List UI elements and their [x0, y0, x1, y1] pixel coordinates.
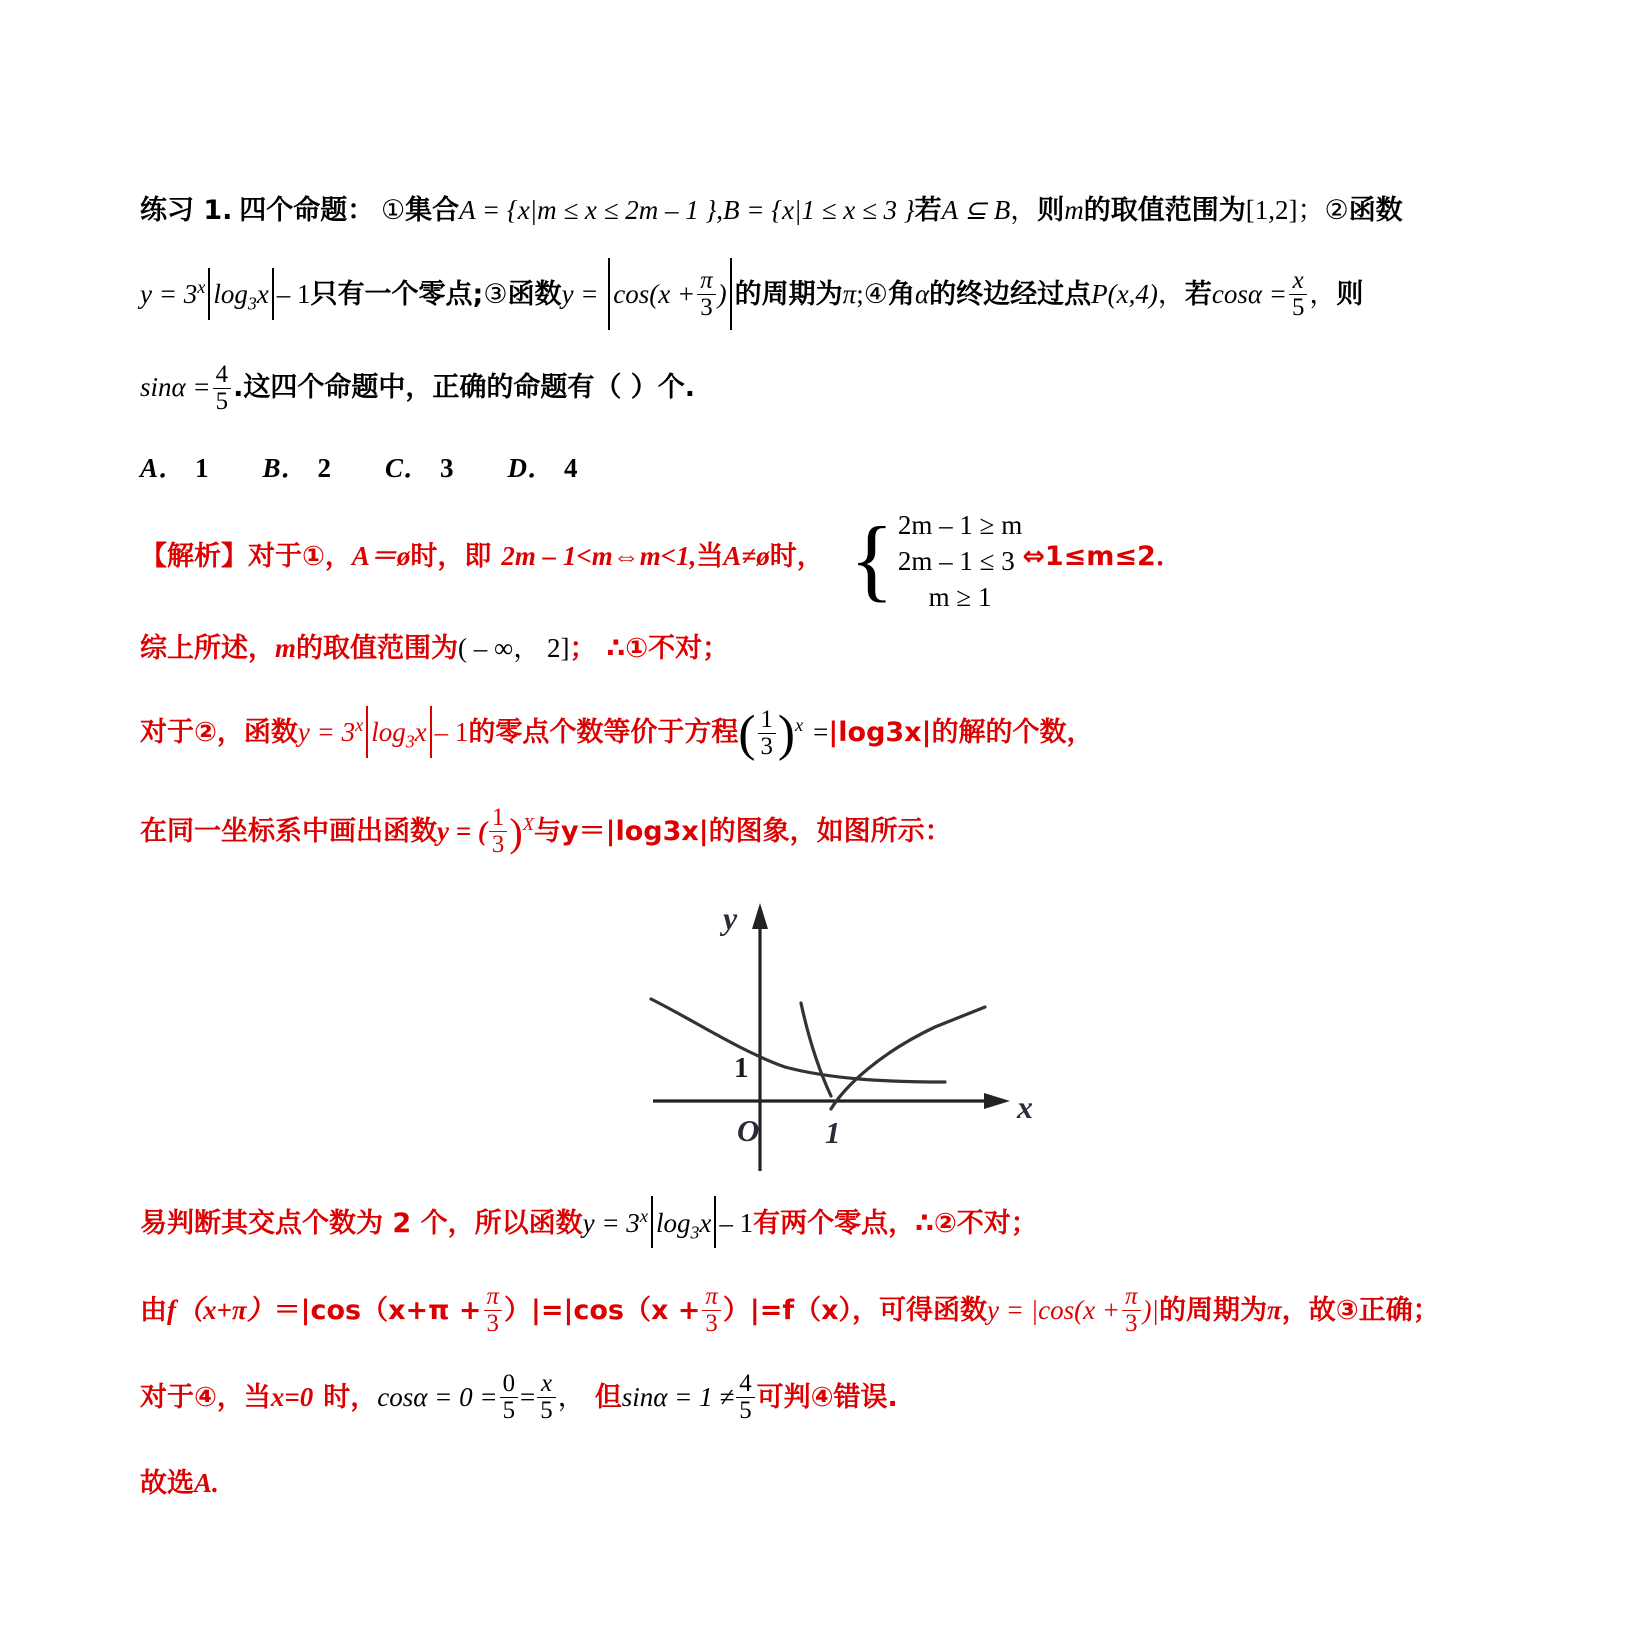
sol3-func-y: y = 3 — [297, 717, 356, 748]
sol5-conclusion: ∴②不对； — [915, 1207, 1038, 1239]
comma-5: ， — [1309, 279, 1337, 310]
problem-stem-intro: 四个命题： — [239, 195, 375, 226]
left-brace: { — [849, 508, 894, 611]
sol1-result: ⇔1≤m≤2． — [1022, 541, 1183, 573]
one-numerator-2: 1 — [491, 804, 505, 831]
sol1-inequality: 2m – 1<m⇔m<1, — [501, 541, 697, 572]
proposition-4-marker: ④ — [863, 279, 888, 310]
x-over-5-fraction-2 — [537, 1371, 555, 1424]
pi-numerator-2: π — [486, 1283, 499, 1311]
solution-line-2 — [140, 613, 1460, 684]
pi-over-3-fraction-1 — [697, 268, 715, 321]
option-d-letter: D． — [507, 453, 555, 484]
func2-y: y = 3 — [140, 279, 198, 309]
one-third-fraction-2 — [489, 805, 507, 858]
three-denominator-6: 3 — [1122, 1310, 1140, 1337]
solution-line-4 — [140, 783, 1460, 875]
sol2-conclusion: ∴①不对； — [606, 633, 730, 665]
sol6-y-expr: y = |cos(x + — [987, 1294, 1121, 1325]
period-text-3: 的周期为 — [734, 279, 843, 310]
comma-1: ， — [1010, 195, 1038, 226]
func3-y: y = — [561, 279, 606, 309]
sol6-mid-2: ）|=f（x） — [722, 1294, 853, 1326]
problem-label: 练习 1. — [140, 195, 233, 226]
x-over-5-fraction — [1289, 268, 1307, 321]
sol5-log-base: 3 — [690, 1221, 700, 1242]
exponential-decay-curve — [651, 999, 945, 1082]
four-over-5-fraction-2 — [736, 1371, 754, 1424]
pi-over-3-fraction-3 — [702, 1284, 720, 1337]
sol3-mid: 的零点个数等价于方程 — [468, 717, 739, 749]
sol3-tail: 的解的个数， — [931, 717, 1094, 749]
then-word-4: 则 — [1336, 279, 1364, 310]
proposition-4-lead: 角 — [887, 279, 915, 310]
five-denominator-3: 5 — [500, 1397, 518, 1424]
set-separator-comma: , — [716, 195, 724, 225]
sol3-exponent: x — [355, 715, 364, 736]
sol3-log: log — [371, 717, 406, 748]
sol2-range-text: 的取值范围为 — [296, 633, 459, 665]
sol6-lead: 由 — [140, 1294, 167, 1326]
point-p: P(x,4) — [1091, 279, 1158, 309]
a-equals-empty: A＝ø — [351, 541, 411, 572]
sol6-conclusion: ，故③正确； — [1281, 1294, 1440, 1326]
semicolon-1: ； — [1297, 195, 1325, 226]
sol5-log-arg: x — [699, 1207, 712, 1238]
zero-over-5-fraction — [500, 1371, 518, 1424]
abs-bar-right-2 — [730, 258, 732, 330]
sol2-range-value: ( – ∞， 2] — [458, 633, 570, 664]
subset-if: 若 — [914, 195, 942, 226]
options-row — [140, 431, 1460, 505]
set-a-definition: A = {x|m ≤ x ≤ 2m – 1 } — [459, 195, 717, 225]
final-answer-lead: 故选 — [140, 1467, 194, 1499]
five-denominator-1: 5 — [1289, 294, 1307, 321]
sol7-lead: 对于④，当 — [140, 1381, 271, 1413]
abs-bar-left-2 — [608, 258, 610, 330]
final-answer-value: A. — [194, 1467, 219, 1498]
sol3-log-arg: x — [414, 717, 427, 748]
solution-header: 【解析】 — [140, 541, 248, 573]
pi-numerator-1: π — [700, 267, 713, 295]
func2-log: log — [213, 279, 248, 309]
sol5-minus-one: – 1 — [719, 1207, 754, 1238]
sol6-f-expr: f（x+π） — [167, 1294, 274, 1325]
sol2-lead: 综上所述， — [140, 633, 275, 665]
solution-line-7 — [140, 1354, 1460, 1441]
var-m-1: m — [1064, 195, 1084, 225]
option-b[interactable] — [263, 431, 332, 505]
range-value-1: [1,2] — [1245, 195, 1298, 225]
option-d-value: 4 — [564, 453, 578, 484]
abs-bar-right-1 — [272, 268, 274, 320]
pi-over-3-fraction-2 — [484, 1284, 502, 1337]
one-third-exponent-2: X — [522, 813, 535, 834]
one-third-fraction-1 — [758, 707, 776, 760]
close-paren-frac-1: ) — [777, 705, 796, 763]
proposition-2-tail: 只有一个零点; — [310, 279, 484, 310]
sol3-log-base: 3 — [405, 731, 415, 752]
sol2-semicolon: ； — [569, 633, 597, 665]
three-denominator-5: 3 — [702, 1310, 720, 1337]
sol4-and: 与 — [534, 815, 562, 847]
solution-line-6 — [140, 1267, 1460, 1354]
a-not-empty: A≠ø — [723, 541, 770, 572]
x-axis-arrowhead — [984, 1093, 1010, 1109]
sol1-when-2: 时， — [769, 541, 824, 573]
sol3-lead: 对于②，函数 — [140, 717, 298, 749]
sol5-mid: 有两个零点， — [753, 1207, 916, 1239]
sol6-mid-1: ）|=|cos（x + — [503, 1294, 701, 1326]
proposition-2-lead: 函数 — [1348, 195, 1403, 226]
subset-relation: A ⊆ B — [941, 195, 1011, 225]
document-content — [140, 175, 1460, 1526]
option-d[interactable] — [508, 431, 578, 505]
problem-stem-line-3 — [140, 344, 1460, 431]
sol4-y2: y＝|log3x| — [561, 815, 709, 847]
sol1-dang: 当 — [696, 541, 724, 573]
func2-log-base: 3 — [247, 293, 257, 314]
if-word-4: 若 — [1184, 279, 1212, 310]
solution-line-5 — [140, 1181, 1460, 1267]
option-a-letter: A． — [140, 453, 186, 484]
sol4-y-eq: y = ( — [437, 815, 487, 846]
sol4-lead: 在同一坐标系中画出函数 — [140, 815, 437, 847]
sol3-rhs-log: |log3x| — [828, 717, 932, 749]
pi-over-3-fraction-4 — [1122, 1284, 1140, 1337]
system-row-2: 2m – 1 ≤ 3 — [897, 546, 1015, 577]
sol6-eq1: ＝|cos（x+π + — [273, 1294, 482, 1326]
abs-bar-right-3 — [430, 706, 432, 758]
proposition-3-marker: ③ — [483, 279, 508, 310]
func3-cos: cos(x + — [613, 279, 696, 309]
sol7-sin-expr: sinα = 1 ≠ — [621, 1381, 735, 1412]
log-abs-left-branch — [801, 1003, 831, 1096]
option-a[interactable] — [140, 431, 209, 505]
solution-line-8 — [140, 1441, 1460, 1526]
sol5-exponent: x — [639, 1205, 648, 1226]
y-one-label: 1 — [734, 1051, 749, 1084]
four-numerator-1: 4 — [215, 360, 229, 388]
proposition-1-lead: 集合 — [405, 195, 460, 226]
abs-bar-left-1 — [208, 268, 210, 320]
x-numerator: x — [1292, 267, 1304, 295]
sol7-conclusion: 可判④错误. — [756, 1381, 898, 1413]
problem-stem-line-2 — [140, 246, 1460, 344]
zero-numerator: 0 — [502, 1370, 516, 1398]
range-text-1: 的取值范围为 — [1083, 195, 1246, 226]
one-third-exponent-1: x — [795, 715, 804, 736]
func2-minus-one: – 1 — [276, 279, 311, 309]
x-numerator-2: x — [540, 1370, 552, 1398]
abs-bar-left-4 — [651, 1196, 653, 1248]
five-denominator-4: 5 — [537, 1397, 555, 1424]
graph-figure — [140, 881, 1460, 1181]
y-axis-arrowhead — [752, 903, 768, 929]
comma-4: ， — [1157, 279, 1185, 310]
angle-alpha: α — [914, 279, 930, 309]
x-one-label: 1 — [825, 1114, 841, 1150]
inequality-system — [850, 507, 1023, 615]
sol7-cos-expr: cosα = 0 = — [377, 1381, 498, 1412]
sol3-equals: = — [813, 717, 829, 748]
y-axis-label: y — [723, 899, 738, 936]
question-tail: 这四个命题中，正确的命题有（ ）个. — [243, 372, 695, 404]
cos-alpha-eq: cosα = — [1211, 279, 1287, 309]
sol3-minus-one: – 1 — [434, 717, 469, 748]
terminal-side-text: 的终边经过点 — [929, 279, 1092, 310]
solution-line-1 — [140, 505, 1460, 613]
semicolon-3: ; — [856, 279, 864, 309]
option-c[interactable] — [385, 431, 454, 505]
sol7-when: 时， — [323, 1381, 378, 1413]
option-b-value: 2 — [317, 453, 332, 484]
func3-close-paren: ) — [717, 279, 727, 309]
log-abs-right-branch — [831, 1007, 985, 1109]
abs-bar-right-4 — [714, 1196, 716, 1248]
five-denominator-5: 5 — [736, 1397, 754, 1424]
pi-numerator-3: π — [705, 1283, 718, 1311]
func2-log-arg: x — [256, 279, 269, 309]
x-axis-label: x — [1017, 1088, 1033, 1125]
sol4-tail: 的图象，如图所示： — [708, 815, 952, 847]
sol5-log: log — [655, 1207, 691, 1238]
set-b-definition: B = {x|1 ≤ x ≤ 3 } — [723, 195, 915, 225]
sol6-period-text: 的周期为 — [1158, 1294, 1267, 1326]
proposition-3-lead: 函数 — [507, 279, 562, 310]
five-denominator-2: 5 — [213, 388, 231, 415]
sol6-y-close: )| — [1142, 1294, 1159, 1325]
three-denominator-1: 3 — [697, 294, 715, 321]
solution-line-3 — [140, 684, 1460, 782]
proposition-2-marker: ② — [1324, 195, 1349, 226]
sin-alpha-eq: sinα = — [140, 372, 211, 403]
sol2-m: m — [275, 633, 297, 664]
proposition-1-marker: ① — [380, 195, 406, 226]
then-word: 则 — [1037, 195, 1065, 226]
option-a-value: 1 — [195, 453, 209, 484]
system-rows — [898, 507, 1022, 615]
system-row-1: 2m – 1 ≥ m — [897, 510, 1023, 541]
abs-bar-left-3 — [366, 706, 368, 758]
period-value-pi: π — [842, 279, 857, 309]
three-denominator-3: 3 — [489, 831, 507, 858]
sol1-then: 即 — [464, 541, 492, 573]
option-b-letter: B． — [262, 453, 308, 484]
option-c-letter: C． — [385, 453, 431, 484]
sol1-lead: 对于①， — [248, 541, 352, 573]
three-denominator-2: 3 — [758, 733, 776, 760]
sol7-comma: ， — [557, 1381, 585, 1413]
sol7-equals: = — [520, 1381, 536, 1412]
sol1-when-1: 时， — [410, 541, 465, 573]
one-numerator-1: 1 — [760, 705, 773, 733]
sol5-func-y: y = 3 — [582, 1207, 640, 1238]
sol6-period-pi: π — [1266, 1294, 1282, 1325]
sol7-but: 但 — [594, 1381, 622, 1413]
problem-stem-line-1 — [140, 175, 1460, 246]
three-denominator-4: 3 — [484, 1310, 502, 1337]
four-numerator-2: 4 — [739, 1370, 752, 1398]
sol6-link: ，可得函数 — [852, 1294, 988, 1326]
close-paren-frac-2: ) — [509, 809, 523, 855]
sol5-lead: 易判断其交点个数为 2 个，所以函数 — [140, 1207, 583, 1239]
open-paren-frac-1: ( — [738, 705, 756, 763]
system-row-3: m ≥ 1 — [928, 582, 992, 613]
sol7-x-zero: x=0 — [270, 1381, 314, 1412]
graph-svg — [645, 881, 1045, 1181]
func2-exponent: x — [197, 277, 206, 297]
stem-period: . — [233, 372, 244, 404]
option-c-value: 3 — [440, 453, 454, 484]
pi-numerator-4: π — [1125, 1283, 1138, 1311]
origin-label: O — [737, 1112, 760, 1148]
four-over-5-fraction-1 — [213, 362, 231, 415]
